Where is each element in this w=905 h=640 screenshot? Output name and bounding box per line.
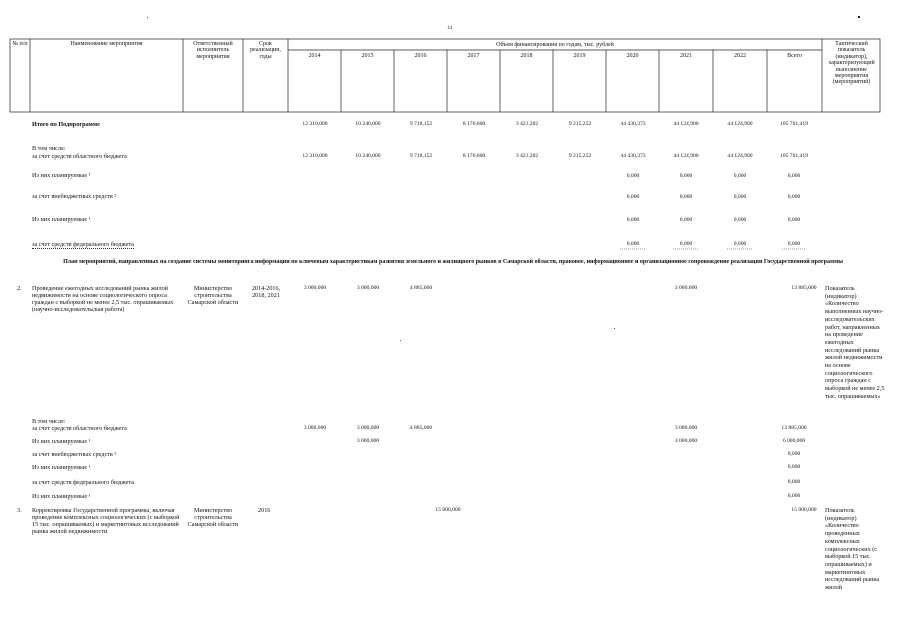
item2-planned-label-3: Из них планируемые ¹ bbox=[32, 493, 91, 500]
item2-planned-2015: 3 000,000 bbox=[356, 438, 380, 444]
summary-regional-2016: 9 718,152 bbox=[409, 153, 433, 159]
summary-regional-total: 185 761,419 bbox=[780, 153, 808, 159]
header-year-total: Всего bbox=[787, 53, 802, 59]
item3-number: 3. bbox=[17, 507, 22, 514]
header-col-responsible: Ответственный исполнитель мероприятия bbox=[193, 41, 233, 60]
page-number: 14 bbox=[447, 26, 452, 31]
summary-regional-2021: 44 124,900 bbox=[673, 153, 699, 159]
summary-extrabudget-2021: 0,000 bbox=[679, 194, 693, 200]
header-col-number: № п/п bbox=[12, 41, 28, 47]
item2-name: Проведение ежегодных исследований рынка жилой недвижимости на основе социологического опроса граждан с выборкой не менее 2,5 тыс. опрашиваемых (научно-исследовательская работа) bbox=[32, 285, 174, 313]
item2-value-2016: 4 885,000 bbox=[409, 285, 433, 291]
summary-value-total: 185 761,419 bbox=[780, 121, 808, 127]
summary-federal-2022: 0,000 bbox=[733, 241, 747, 247]
summary-federal-2020: 0,000 bbox=[626, 241, 640, 247]
summary-planned2-total: 0,000 bbox=[787, 217, 801, 223]
header-year: 2016 bbox=[414, 53, 427, 59]
summary-planned-total: 0,000 bbox=[787, 173, 801, 179]
summary-value-2014: 12 310,000 bbox=[302, 121, 328, 127]
item2-planned-total: 6 000,000 bbox=[782, 438, 806, 444]
summary-planned-2022: 0,000 bbox=[733, 173, 747, 179]
summary-federal-total: 0,000 bbox=[787, 241, 801, 247]
item2-planned-label-2: Из них планируемые ¹ bbox=[32, 464, 91, 471]
summary-value-2021: 44 124,900 bbox=[673, 121, 699, 127]
scan-speck bbox=[400, 340, 401, 341]
header-year: 2015 bbox=[361, 53, 374, 59]
summary-regional-2020: 44 430,373 bbox=[620, 153, 646, 159]
summary-regional-2018: 3 421,202 bbox=[515, 153, 539, 159]
summary-extrabudget-2022: 0,000 bbox=[733, 194, 747, 200]
item2-federal-label: за счет средств федерального бюджета bbox=[32, 479, 134, 486]
summary-value-2019: 9 215,252 bbox=[568, 121, 592, 127]
item2-extrabudget-total: 0,000 bbox=[787, 451, 801, 457]
scan-speck bbox=[614, 328, 615, 329]
summary-regional-label: за счет средств областного бюджета bbox=[32, 153, 127, 160]
header-year: 2018 bbox=[520, 53, 533, 59]
summary-including-label: В том числе: bbox=[32, 145, 66, 152]
item3-name: Корректировка Государственной программы, включая проведение комплексных социологических (с выборкой 15 тыс. опрашиваемых) и маркетинговых исследований рынка жилой недвижимости bbox=[32, 507, 180, 535]
item2-value-2021: 3 000,000 bbox=[674, 285, 698, 291]
header-year: 2022 bbox=[734, 53, 746, 59]
item2-extrabudget-label: за счет внебюджетных средств ² bbox=[32, 451, 117, 458]
item2-number: 2. bbox=[17, 285, 22, 292]
item2-regional-2014: 3 000,000 bbox=[303, 425, 327, 431]
item2-responsible: Министерство строительства Самарской области bbox=[187, 285, 239, 306]
section-title: План мероприятий, направленных на создание системы мониторинга информации по ключевым характеристикам развития земельного и жилищного рынков в Самарской области, правовое, информационное и организационное сопровождение реализации Государственной программы bbox=[63, 259, 843, 265]
item3-indicator: Показатель (индикатор) «Количество проведенных комплексных социологических (с выборкой 15 тыс. опрашиваемых) и маркетинговых исследований рынка жилой bbox=[825, 507, 880, 592]
summary-value-2015: 10 240,000 bbox=[355, 121, 381, 127]
summary-extrabudget-label: за счет внебюджетных средств ² bbox=[32, 193, 117, 200]
summary-regional-2017: 8 176,600 bbox=[462, 153, 486, 159]
item3-value-total: 15 000,000 bbox=[791, 507, 817, 513]
summary-extrabudget-2020: 0,000 bbox=[626, 194, 640, 200]
summary-planned2-2022: 0,000 bbox=[733, 217, 747, 223]
summary-value-2022: 44 124,900 bbox=[727, 121, 753, 127]
summary-planned-label: Из них планируемые ¹ bbox=[32, 172, 91, 179]
summary-value-2017: 8 176,600 bbox=[462, 121, 486, 127]
header-year: 2021 bbox=[680, 53, 692, 59]
item2-federal-total: 0,000 bbox=[787, 479, 801, 485]
item2-regional-2015: 3 000,000 bbox=[356, 425, 380, 431]
header-year: 2014 bbox=[308, 53, 321, 59]
item2-indicator: Показатель (индикатор) «Количество выполненных научно-исследовательских работ, направленных на проведение ежегодных исследований рынка жилой недвижимости на основе социологического опроса граждан с выборкой не менее 2,5 тыс. опрашиваемых» bbox=[825, 285, 885, 400]
summary-regional-2014: 12 310,000 bbox=[302, 153, 328, 159]
summary-title: Итого по Подпрограмме bbox=[32, 121, 100, 128]
summary-extrabudget-total: 0,000 bbox=[787, 194, 801, 200]
item2-planned2-total: 0,000 bbox=[787, 464, 801, 470]
summary-regional-2019: 9 215,252 bbox=[568, 153, 592, 159]
item2-planned-2021: 3 000,000 bbox=[674, 438, 698, 444]
item2-planned3-total: 0,000 bbox=[787, 493, 801, 499]
item2-planned-label: Из них планируемые ¹ bbox=[32, 438, 91, 445]
item3-value-2016: 15 000,000 bbox=[435, 507, 461, 513]
summary-regional-2022: 44 124,900 bbox=[727, 153, 753, 159]
header-col-term: Срок реализации, годы bbox=[250, 41, 281, 60]
header-year: 2020 bbox=[626, 53, 639, 59]
item3-responsible: Министерство строительства Самарской области bbox=[187, 507, 239, 528]
summary-planned-2021: 0,000 bbox=[679, 173, 693, 179]
summary-planned-2020: 0,000 bbox=[626, 173, 640, 179]
item2-including-label: В том числе: bbox=[32, 418, 66, 425]
item2-regional-2021: 3 000,000 bbox=[674, 425, 698, 431]
header-col-name: Наименование мероприятия bbox=[70, 41, 143, 47]
summary-federal-label: за счет средств федерального бюджета bbox=[32, 241, 134, 248]
summary-planned2-2020: 0,000 bbox=[626, 217, 640, 223]
summary-value-2016: 9 718,152 bbox=[409, 121, 433, 127]
item2-regional-total: 13 885,000 bbox=[781, 425, 807, 431]
item2-term: 2014-2016, 2018, 2021 bbox=[251, 285, 281, 299]
summary-value-2020: 44 430,373 bbox=[620, 121, 646, 127]
header-col-funding: Объем финансирования по годам, тыс. рублей bbox=[496, 42, 614, 48]
item3-term: 2016 bbox=[258, 507, 271, 514]
item2-regional-2016: 4 885,000 bbox=[409, 425, 433, 431]
item2-regional-label: за счет средств областного бюджета bbox=[32, 425, 127, 432]
summary-regional-2015: 10 240,000 bbox=[355, 153, 381, 159]
header-year: 2019 bbox=[573, 53, 586, 59]
header-col-indicator: Тактический показатель (индикатор), характеризующий выполнение мероприятия (мероприятий) bbox=[828, 41, 875, 86]
summary-planned2-2021: 0,000 bbox=[679, 217, 693, 223]
summary-federal-2021: 0,000 bbox=[679, 241, 693, 247]
item2-value-2014: 3 000,000 bbox=[303, 285, 327, 291]
summary-value-2018: 3 421,202 bbox=[515, 121, 539, 127]
item2-value-2015: 3 000,000 bbox=[356, 285, 380, 291]
summary-planned-label-2: Из них планируемые ¹ bbox=[32, 216, 91, 223]
item2-value-total: 13 885,000 bbox=[791, 285, 817, 291]
header-year: 2017 bbox=[467, 53, 480, 59]
